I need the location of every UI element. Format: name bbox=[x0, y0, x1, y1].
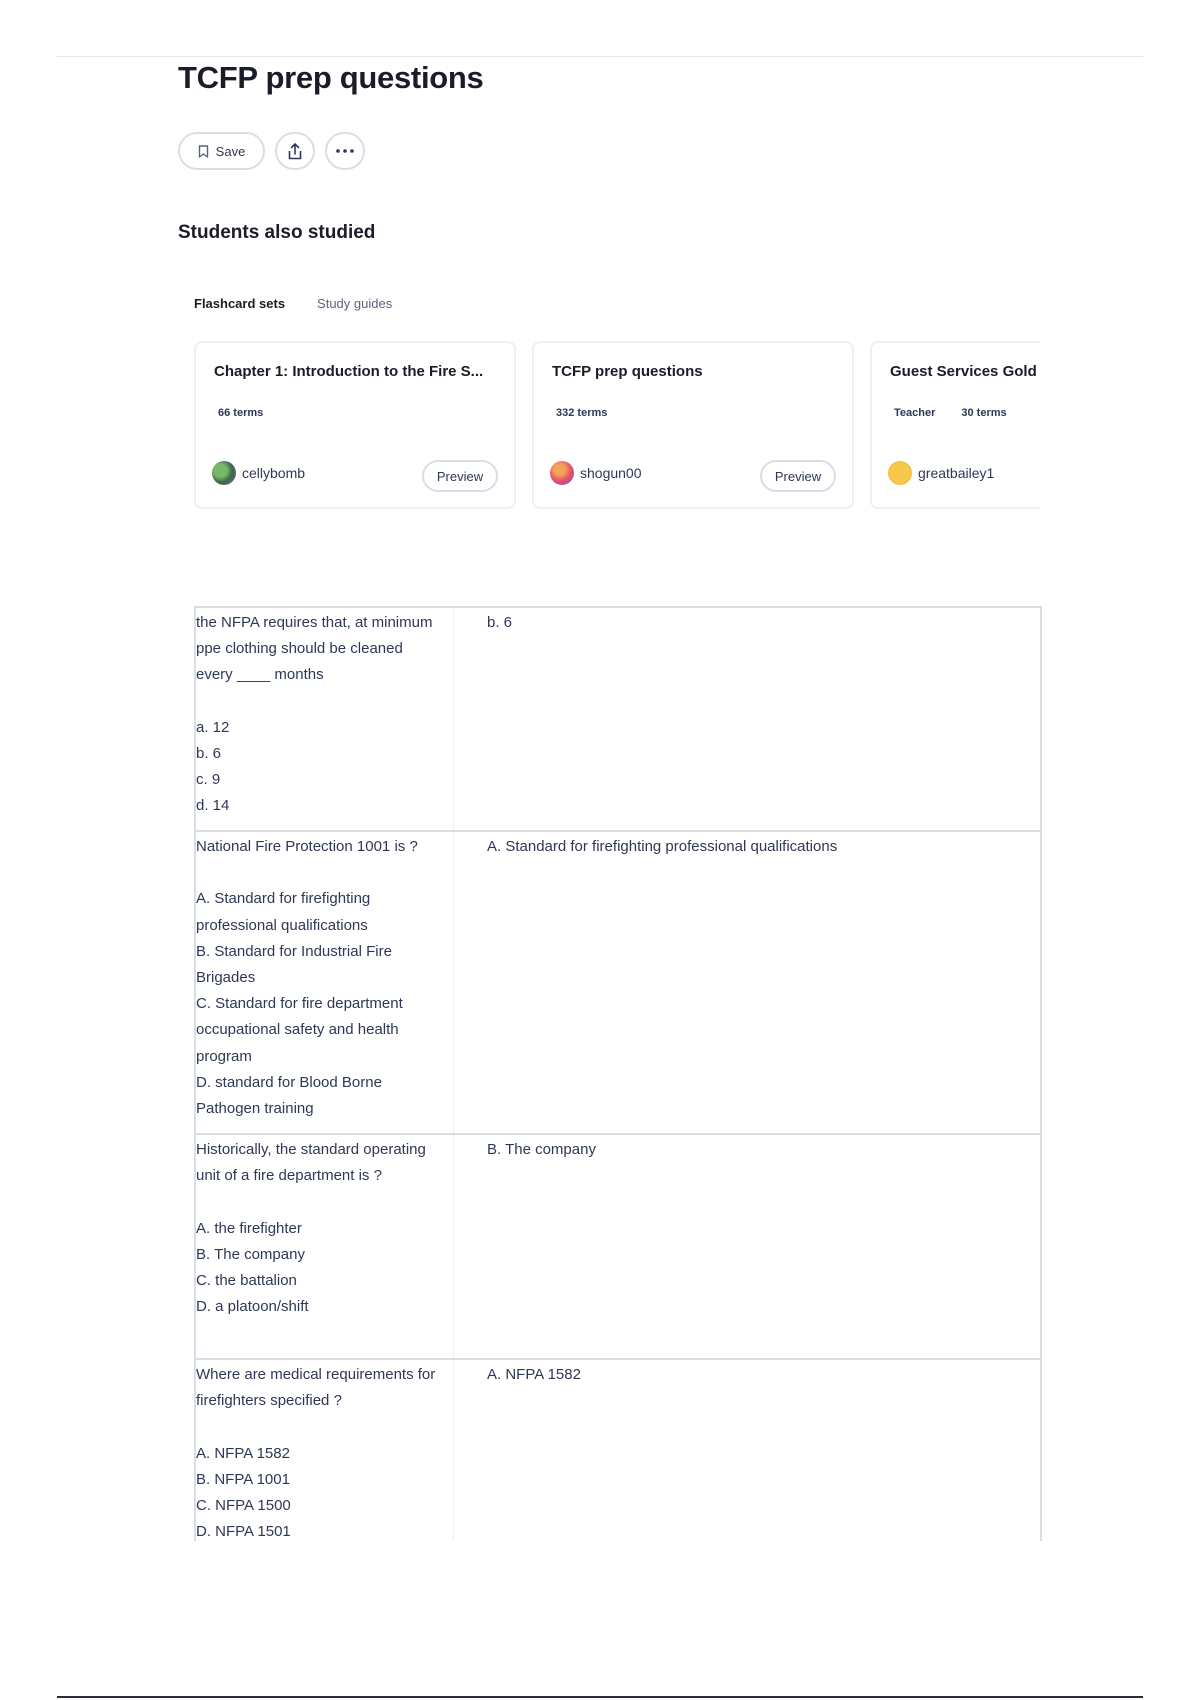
username: cellybomb bbox=[242, 465, 306, 481]
flashcard-definition: B. The company bbox=[487, 1141, 596, 1158]
bookmark-icon bbox=[198, 145, 209, 158]
username: shogun00 bbox=[580, 465, 642, 481]
set-card-author bbox=[550, 461, 642, 485]
flashcard-row bbox=[196, 1135, 1040, 1360]
set-card-meta bbox=[556, 407, 607, 419]
set-card[interactable] bbox=[870, 341, 1040, 509]
term-count: 66 terms bbox=[218, 407, 264, 419]
flashcard-term: Where are medical requirements for firefighters specified ? A. NFPA 1582 B. NFPA 1001 C. NFPA 1500 D. NFPA 1501 bbox=[196, 1360, 454, 1541]
flashcard-term: the NFPA requires that, at minimum ppe clothing should be cleaned every ____ months a. 12 b. 6 c. 9 d. 14 bbox=[196, 608, 454, 830]
set-card-author bbox=[888, 461, 994, 485]
share-button[interactable] bbox=[275, 132, 315, 170]
related-sets-carousel bbox=[194, 341, 1040, 511]
term-count: 332 terms bbox=[556, 407, 608, 419]
preview-button[interactable]: Preview bbox=[422, 460, 498, 492]
tab-study-guides[interactable]: Study guides bbox=[317, 296, 393, 311]
set-card[interactable] bbox=[532, 341, 854, 509]
set-card-title: TCFP prep questions bbox=[552, 363, 703, 380]
tab-flashcard-sets[interactable]: Flashcard sets bbox=[194, 296, 286, 311]
flashcard-definition: A. NFPA 1582 bbox=[487, 1366, 581, 1383]
set-actions bbox=[178, 132, 365, 170]
top-divider bbox=[57, 56, 1143, 57]
avatar bbox=[550, 461, 574, 485]
avatar bbox=[212, 461, 236, 485]
flashcard-row bbox=[196, 608, 1040, 832]
flashcard-term: National Fire Protection 1001 is ? A. Standard for firefighting professional qualifications B. Standard for Industrial Fire Brigades C. Standard for fire department occupational safety and health program D. standard for Blood Borne Pathogen training bbox=[196, 832, 454, 1133]
save-button[interactable] bbox=[178, 132, 265, 170]
flashcard-list bbox=[194, 606, 1042, 1541]
save-label: Save bbox=[215, 143, 246, 159]
share-icon bbox=[286, 142, 304, 161]
flashcard-definition: b. 6 bbox=[487, 614, 513, 631]
more-options-button[interactable] bbox=[325, 132, 365, 170]
set-card[interactable] bbox=[194, 341, 516, 509]
set-card-author bbox=[212, 461, 305, 485]
more-icon bbox=[335, 148, 355, 154]
set-card-meta bbox=[894, 407, 1007, 419]
teacher-badge: Teacher bbox=[894, 407, 936, 419]
tab-bar bbox=[194, 296, 392, 311]
preview-button[interactable]: Preview bbox=[760, 460, 836, 492]
flashcard-row bbox=[196, 1360, 1040, 1541]
set-card-meta bbox=[218, 407, 263, 419]
students-also-studied-heading: Students also studied bbox=[178, 222, 376, 243]
set-card-title: Chapter 1: Introduction to the Fire S... bbox=[214, 363, 484, 380]
flashcard-term: Historically, the standard operating unit of a fire department is ? A. the firefighter B. The company C. the battalion D. a platoon/shift bbox=[196, 1135, 454, 1358]
flashcard-definition: A. Standard for firefighting professional qualifications bbox=[487, 838, 838, 855]
flashcard-row bbox=[196, 832, 1040, 1135]
page-title: TCFP prep questions bbox=[178, 60, 484, 95]
bottom-divider bbox=[57, 1696, 1143, 1698]
username: greatbailey1 bbox=[918, 465, 995, 481]
avatar bbox=[888, 461, 912, 485]
term-count: 30 terms bbox=[961, 407, 1007, 419]
set-card-title: Guest Services Gold bbox=[890, 363, 1037, 380]
